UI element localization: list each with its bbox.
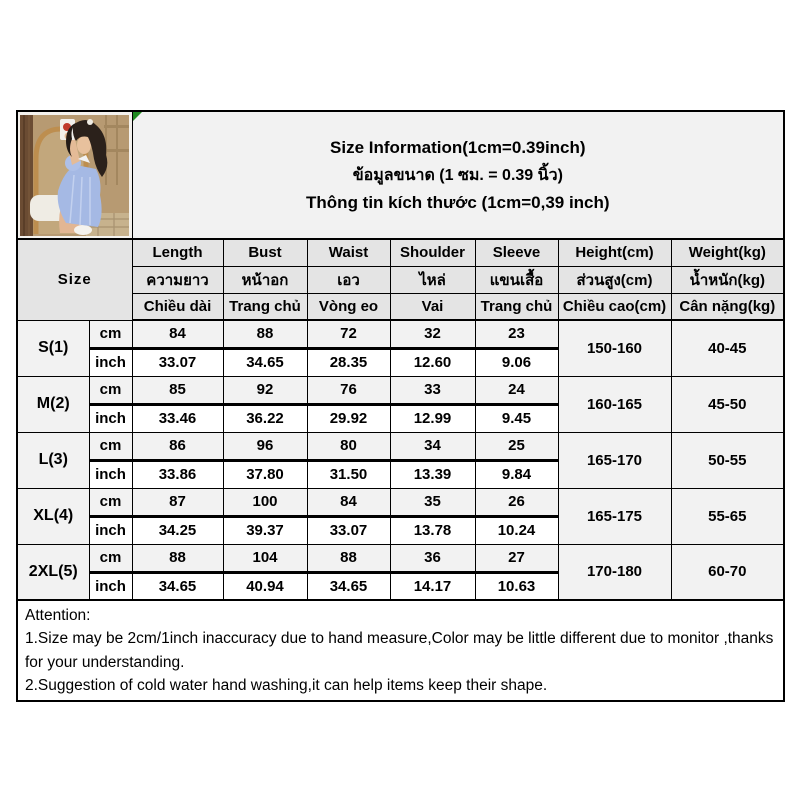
measurement-cell: 88 [307, 544, 390, 572]
weight-range-cell: 60-70 [671, 544, 784, 600]
col-header-bust-vi: Trang chủ [223, 293, 307, 320]
col-header-waist-th: เอว [307, 266, 390, 293]
measurement-cell: 14.17 [390, 572, 475, 600]
measurement-cell: 88 [132, 544, 223, 572]
attention-row [17, 600, 784, 701]
measurement-cell: 33.86 [132, 460, 223, 488]
weight-range-cell: 40-45 [671, 320, 784, 376]
measurement-cell: 80 [307, 432, 390, 460]
col-header-length-vi: Chiều dài [132, 293, 223, 320]
size-row-2xl-cm [17, 544, 784, 572]
measurement-cell: 34 [390, 432, 475, 460]
height-range-cell: 165-170 [558, 432, 671, 488]
unit-inch-cell: inch [89, 348, 132, 376]
cell-corner-marker-icon [133, 112, 142, 121]
attention-title: Attention: [25, 607, 91, 624]
measurement-cell: 34.65 [307, 572, 390, 600]
measurement-cell: 87 [132, 488, 223, 516]
unit-cm-cell: cm [89, 320, 132, 348]
col-header-weight-en: Weight(kg) [671, 239, 784, 266]
size-row-s-cm [17, 320, 784, 348]
measurement-cell: 35 [390, 488, 475, 516]
col-header-bust-en: Bust [223, 239, 307, 266]
unit-cm-cell: cm [89, 544, 132, 572]
col-header-height-en: Height(cm) [558, 239, 671, 266]
header-row-vietnamese [17, 293, 784, 320]
unit-inch-cell: inch [89, 572, 132, 600]
unit-inch-cell: inch [89, 460, 132, 488]
col-header-shoulder-en: Shoulder [390, 239, 475, 266]
measurement-cell: 9.45 [475, 404, 558, 432]
measurement-cell: 100 [223, 488, 307, 516]
measurement-cell: 9.84 [475, 460, 558, 488]
measurement-cell: 86 [132, 432, 223, 460]
unit-inch-cell: inch [89, 404, 132, 432]
measurement-cell: 104 [223, 544, 307, 572]
height-range-cell: 165-175 [558, 488, 671, 544]
title-english: Size Information(1cm=0.39inch) [330, 137, 586, 157]
measurement-cell: 32 [390, 320, 475, 348]
col-header-weight-vi: Cân nặng(kg) [671, 293, 784, 320]
attention-line-1: 1.Size may be 2cm/1inch inaccuracy due to hand measure,Color may be little different due to monitor ,thanks for your understanding. [25, 630, 774, 671]
col-header-weight-th: น้ำหนัก(kg) [671, 266, 784, 293]
measurement-cell: 39.37 [223, 516, 307, 544]
col-header-waist-en: Waist [307, 239, 390, 266]
measurement-cell: 72 [307, 320, 390, 348]
measurement-cell: 33 [390, 376, 475, 404]
measurement-cell: 27 [475, 544, 558, 572]
measurement-cell: 10.63 [475, 572, 558, 600]
col-header-length-th: ความยาว [132, 266, 223, 293]
title-cell [132, 111, 784, 239]
size-label-cell: XL(4) [17, 488, 89, 544]
col-header-height-th: ส่วนสูง(cm) [558, 266, 671, 293]
col-header-waist-vi: Vòng eo [307, 293, 390, 320]
size-chart-sheet [16, 110, 785, 702]
unit-cm-cell: cm [89, 376, 132, 404]
measurement-cell: 33.07 [307, 516, 390, 544]
measurement-cell: 31.50 [307, 460, 390, 488]
col-header-sleeve-th: แขนเสื้อ [475, 266, 558, 293]
col-header-shoulder-vi: Vai [390, 293, 475, 320]
measurement-cell: 85 [132, 376, 223, 404]
measurement-cell: 29.92 [307, 404, 390, 432]
height-range-cell: 170-180 [558, 544, 671, 600]
size-label-cell: M(2) [17, 376, 89, 432]
height-range-cell: 150-160 [558, 320, 671, 376]
measurement-cell: 28.35 [307, 348, 390, 376]
measurement-cell: 34.25 [132, 516, 223, 544]
measurement-cell: 34.65 [223, 348, 307, 376]
measurement-cell: 26 [475, 488, 558, 516]
col-header-sleeve-en: Sleeve [475, 239, 558, 266]
measurement-cell: 36 [390, 544, 475, 572]
title-vietnamese: Thông tin kích thước (1cm=0,39 inch) [306, 192, 610, 212]
measurement-cell: 84 [307, 488, 390, 516]
measurement-cell: 76 [307, 376, 390, 404]
height-range-cell: 160-165 [558, 376, 671, 432]
measurement-cell: 24 [475, 376, 558, 404]
measurement-cell: 88 [223, 320, 307, 348]
col-header-shoulder-th: ไหล่ [390, 266, 475, 293]
title-row [17, 111, 784, 239]
unit-cm-cell: cm [89, 432, 132, 460]
measurement-cell: 36.22 [223, 404, 307, 432]
measurement-cell: 23 [475, 320, 558, 348]
product-photo [20, 115, 129, 236]
weight-range-cell: 50-55 [671, 432, 784, 488]
weight-range-cell: 55-65 [671, 488, 784, 544]
col-header-length-en: Length [132, 239, 223, 266]
product-photo-cell [17, 111, 132, 239]
size-column-header: Size [17, 239, 132, 320]
col-header-sleeve-vi: Trang chủ [475, 293, 558, 320]
size-table [16, 110, 785, 702]
title-thai: ข้อมูลขนาด (1 ซม. = 0.39 นิ้ว) [352, 166, 563, 184]
size-label-cell: S(1) [17, 320, 89, 376]
measurement-cell: 12.60 [390, 348, 475, 376]
size-label-cell: 2XL(5) [17, 544, 89, 600]
weight-range-cell: 45-50 [671, 376, 784, 432]
header-row-english [17, 239, 784, 266]
size-row-l-cm [17, 432, 784, 460]
col-header-height-vi: Chiều cao(cm) [558, 293, 671, 320]
measurement-cell: 25 [475, 432, 558, 460]
size-label-cell: L(3) [17, 432, 89, 488]
measurement-cell: 13.78 [390, 516, 475, 544]
measurement-cell: 92 [223, 376, 307, 404]
attention-note [17, 600, 784, 701]
measurement-cell: 13.39 [390, 460, 475, 488]
measurement-cell: 40.94 [223, 572, 307, 600]
unit-cm-cell: cm [89, 488, 132, 516]
measurement-cell: 10.24 [475, 516, 558, 544]
unit-inch-cell: inch [89, 516, 132, 544]
measurement-cell: 9.06 [475, 348, 558, 376]
size-row-m-cm [17, 376, 784, 404]
attention-line-2: 2.Suggestion of cold water hand washing,it can help items keep their shape. [25, 676, 548, 694]
measurement-cell: 33.46 [132, 404, 223, 432]
measurement-cell: 33.07 [132, 348, 223, 376]
measurement-cell: 12.99 [390, 404, 475, 432]
measurement-cell: 37.80 [223, 460, 307, 488]
size-row-xl-cm [17, 488, 784, 516]
measurement-cell: 34.65 [132, 572, 223, 600]
measurement-cell: 96 [223, 432, 307, 460]
col-header-bust-th: หน้าอก [223, 266, 307, 293]
measurement-cell: 84 [132, 320, 223, 348]
header-row-thai [17, 266, 784, 293]
